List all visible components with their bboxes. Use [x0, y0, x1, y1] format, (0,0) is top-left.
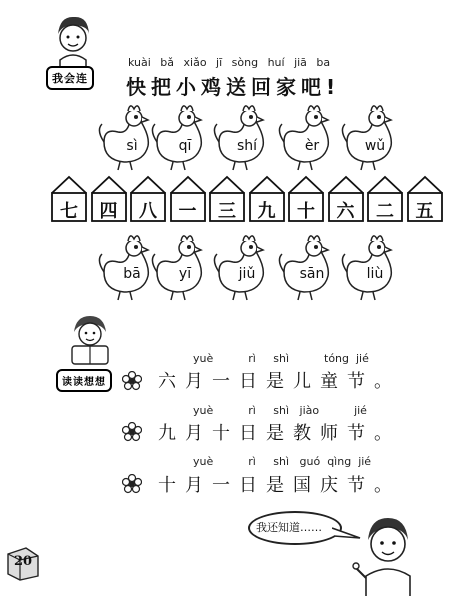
flower-bullet-icon [122, 371, 142, 391]
boy-avatar-bottom [352, 512, 424, 596]
hen-label-bottom: sān [299, 266, 325, 282]
house-box[interactable] [327, 175, 365, 223]
hen-label-bottom: bā [123, 266, 141, 282]
house-box[interactable] [287, 175, 325, 223]
house-character: 一 [178, 201, 197, 222]
page-number: 20 [14, 554, 33, 569]
girl-reading-avatar [62, 312, 118, 368]
line3-text: 十月一日是国庆节。 [158, 475, 401, 496]
house-box[interactable] [169, 175, 207, 223]
house-box[interactable] [90, 175, 128, 223]
hen-label-bottom: liù [366, 266, 384, 282]
house-character: 十 [297, 201, 315, 222]
house-box[interactable] [129, 175, 167, 223]
line3-pinyin: yuè rì shì guó qìng jié [193, 455, 372, 468]
section-tag-connect: 我会连 [46, 66, 94, 90]
line2-text: 九月十日是教师节。 [158, 423, 401, 444]
house-character: 五 [415, 201, 434, 222]
house-character: 九 [257, 201, 276, 222]
hen-label-top: wǔ [364, 138, 386, 154]
house-box[interactable] [248, 175, 286, 223]
house-character: 四 [99, 201, 118, 222]
speech-bubble-text: 我还知道…… [256, 521, 322, 534]
hen-label-top: èr [304, 138, 320, 154]
house-character: 七 [60, 201, 78, 222]
house-character: 二 [376, 201, 394, 222]
line2-pinyin: yuè rì shì jiào jié [193, 404, 367, 417]
flower-bullet-icon [122, 474, 142, 494]
house-character: 三 [218, 201, 236, 222]
hen-label-bottom: yī [178, 266, 192, 282]
house-character: 八 [139, 201, 157, 222]
house-character: 六 [336, 201, 355, 222]
hen-label-top: qī [178, 138, 192, 154]
line1-pinyin: yuè rì shì tóng jié [193, 352, 369, 365]
line1-text: 六月一日是儿童节。 [158, 371, 401, 392]
instruction-pinyin: kuài bǎ xiǎo jī sòng huí jiā ba [128, 56, 331, 69]
flower-bullet-icon [122, 422, 142, 442]
hen-label-top: shí [236, 138, 258, 154]
house-box[interactable] [208, 175, 246, 223]
house-box[interactable] [406, 175, 444, 223]
hen-label-bottom: jiǔ [238, 266, 256, 282]
hen-label-top: sì [126, 138, 138, 154]
house-box[interactable] [50, 175, 88, 223]
house-box[interactable] [366, 175, 404, 223]
section-tag-read-think: 读读想想 [56, 369, 112, 392]
instruction-text: 快把小鸡送回家吧! [126, 75, 341, 99]
